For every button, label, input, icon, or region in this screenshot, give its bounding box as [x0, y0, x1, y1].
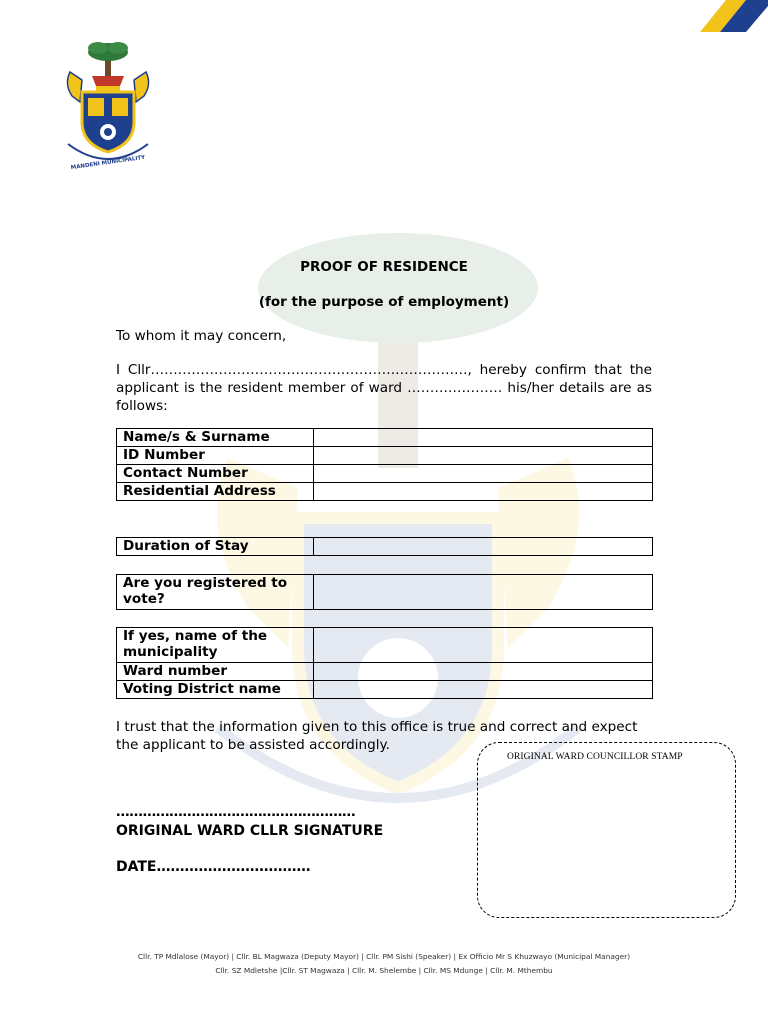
- signature-line: ………………………………………………: [116, 804, 356, 820]
- field-value-residential-address[interactable]: [314, 483, 653, 501]
- field-label-voting-district: Voting District name: [117, 681, 314, 699]
- field-label-ward-number: Ward number: [117, 663, 314, 681]
- field-label-registered: Are you registered to vote?: [117, 575, 314, 610]
- voter-registration-table: [116, 574, 653, 610]
- document-subtitle: (for the purpose of employment): [258, 294, 510, 310]
- field-label-contact-number: Contact Number: [117, 465, 314, 483]
- confirmation-paragraph: I Cllr……………………………………………………………., hereby confirm that the applicant is the resident member of ward ………………… his/her details are as follows:: [116, 362, 652, 414]
- municipality-crest-logo: [58, 40, 158, 174]
- field-value-registered[interactable]: [314, 575, 653, 610]
- crest-motto-text: MANDENI MUNICIPALITY: [70, 154, 146, 172]
- table-row: [117, 575, 653, 610]
- trust-statement: I trust that the information given to this office is true and correct and expect the applicant to be assisted accordingly.: [116, 719, 638, 753]
- field-label-duration: Duration of Stay: [117, 538, 314, 556]
- table-row: [117, 663, 653, 681]
- duration-table: [116, 537, 653, 556]
- field-label-id-number: ID Number: [117, 447, 314, 465]
- document-title: PROOF OF RESIDENCE: [300, 259, 468, 275]
- footer-councillors-line-1: Cllr. TP Mdlalose (Mayor) | Cllr. BL Magwaza (Deputy Mayor) | Cllr. PM Sishi (Speaker) | Ex Officio Mr S Khuzwayo (Municipal Manager): [137, 952, 631, 961]
- table-row: [117, 628, 653, 663]
- field-value-contact-number[interactable]: [314, 465, 653, 483]
- table-row: [117, 538, 653, 556]
- table-row: [117, 681, 653, 699]
- field-value-voting-district[interactable]: [314, 681, 653, 699]
- field-label-name: Name/s & Surname: [117, 429, 314, 447]
- voting-details-table: [116, 627, 653, 699]
- applicant-details-table: [116, 428, 653, 501]
- field-value-name[interactable]: [314, 429, 653, 447]
- table-row: [117, 483, 653, 501]
- field-label-residential-address: Residential Address: [117, 483, 314, 501]
- councillor-stamp-box: [477, 742, 736, 918]
- signature-label: ORIGINAL WARD CLLR SIGNATURE: [116, 823, 384, 839]
- field-value-municipality[interactable]: [314, 628, 653, 663]
- field-value-ward-number[interactable]: [314, 663, 653, 681]
- field-label-municipality: If yes, name of the municipality: [117, 628, 314, 663]
- footer-councillors-line-2: Cllr. SZ Mdletshe |Cllr. ST Magwaza | Cllr. M. Shelembe | Cllr. MS Mdunge | Cllr. M. Mthembu: [215, 966, 553, 975]
- table-row: [117, 465, 653, 483]
- field-value-id-number[interactable]: [314, 447, 653, 465]
- corner-stripes-decoration: [668, 0, 768, 32]
- salutation-text: To whom it may concern,: [116, 328, 287, 344]
- stamp-label: ORIGINAL WARD COUNCILLOR STAMP: [507, 752, 683, 762]
- table-row: [117, 447, 653, 465]
- table-row: [117, 429, 653, 447]
- date-field: DATE……………………………: [116, 859, 311, 875]
- field-value-duration[interactable]: [314, 538, 653, 556]
